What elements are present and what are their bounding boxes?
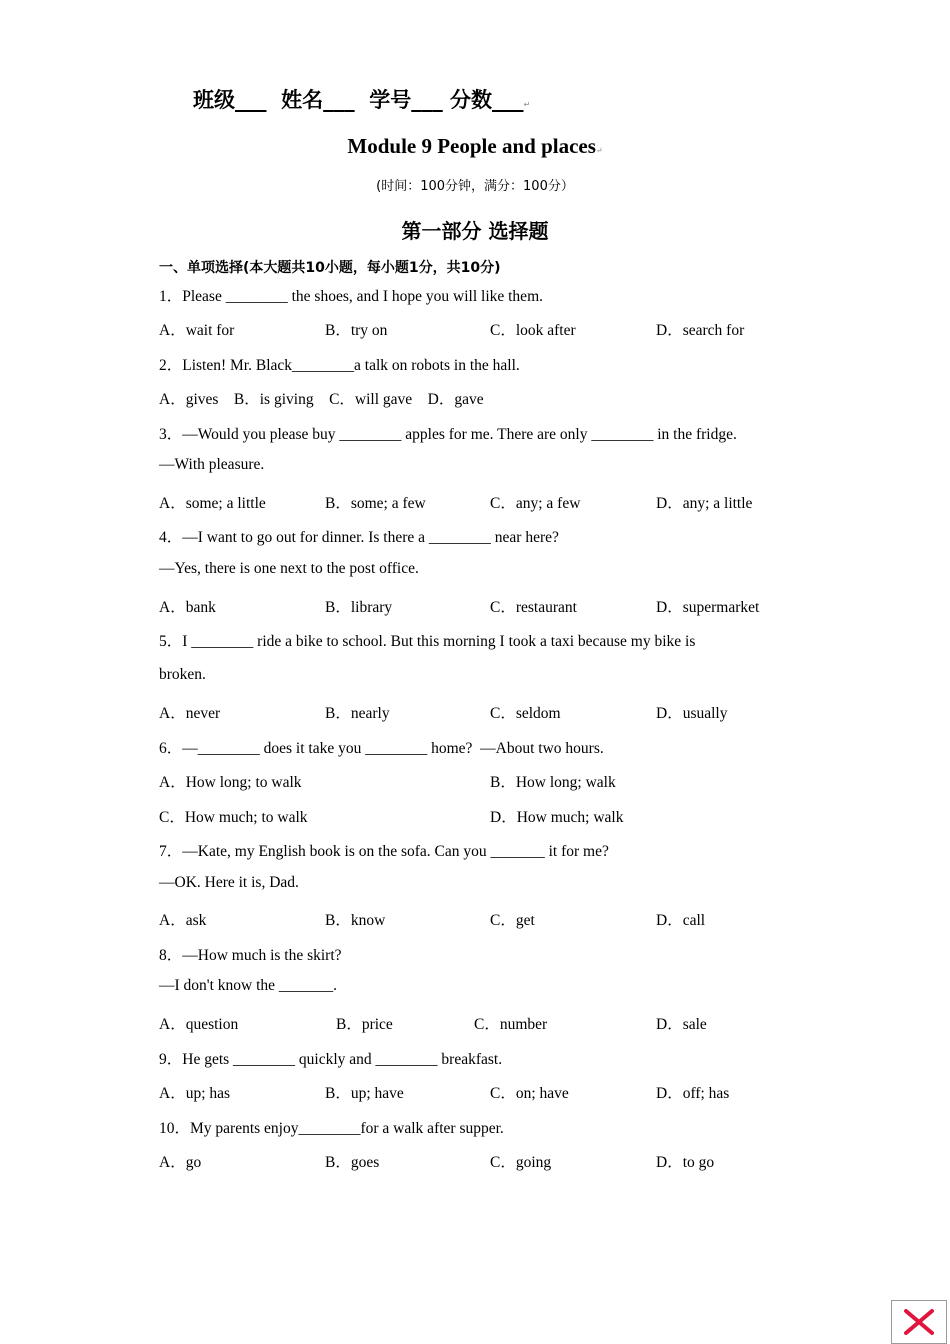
option-5a[interactable]: A．never: [159, 705, 221, 722]
option-6d[interactable]: D．How much; walk: [490, 809, 624, 826]
option-4a[interactable]: A．bank: [159, 599, 216, 616]
option-1a[interactable]: A．wait for: [159, 322, 235, 339]
question-2: 2．Listen! Mr. Black________a talk on robots in the hall.: [159, 357, 520, 374]
option-9d[interactable]: D．off; has: [656, 1085, 730, 1102]
option-6c[interactable]: C．How much; to walk: [159, 809, 308, 826]
close-icon: [902, 1307, 936, 1337]
option-7c[interactable]: C．get: [490, 912, 535, 929]
option-5c[interactable]: C．seldom: [490, 705, 561, 722]
question-10: 10．My parents enjoy________for a walk after supper.: [159, 1120, 504, 1137]
option-1b[interactable]: B．try on: [325, 322, 388, 339]
options-2[interactable]: A．gives B．is giving C．will gave D．gave: [159, 391, 484, 408]
question-3: 3．—Would you please buy ________ apples for me. There are only ________ in the fridge.: [159, 426, 737, 443]
option-4d[interactable]: D．supermarket: [656, 599, 760, 616]
option-8d[interactable]: D．sale: [656, 1016, 707, 1033]
question-7-reply: —OK. Here it is, Dad.: [159, 874, 299, 891]
option-3a[interactable]: A．some; a little: [159, 495, 266, 512]
option-7b[interactable]: B．know: [325, 912, 386, 929]
option-6a[interactable]: A．How long; to walk: [159, 774, 302, 791]
option-6b[interactable]: B．How long; walk: [490, 774, 616, 791]
question-5: 5．I ________ ride a bike to school. But this morning I took a taxi because my bike is: [159, 633, 696, 650]
question-8: 8．—How much is the skirt?: [159, 947, 346, 964]
paragraph-mark: ↵: [523, 100, 531, 109]
exam-info: (时间：100分钟，满分：100分）: [376, 179, 574, 194]
question-9: 9．He gets ________ quickly and ________ breakfast.: [159, 1051, 503, 1068]
part-title: 第一部分 选择题: [401, 219, 549, 243]
option-3d[interactable]: D．any; a little: [656, 495, 753, 512]
option-5b[interactable]: B．nearly: [325, 705, 390, 722]
option-10b[interactable]: B．goes: [325, 1154, 380, 1171]
question-5-cont: broken.: [159, 666, 206, 683]
option-10d[interactable]: D．to go: [656, 1154, 715, 1171]
option-4b[interactable]: B．library: [325, 599, 393, 616]
option-3c[interactable]: C．any; a few: [490, 495, 581, 512]
option-8b[interactable]: B．price: [336, 1016, 393, 1033]
option-8a[interactable]: A．question: [159, 1016, 239, 1033]
title-text: Module 9 People and places: [347, 134, 596, 158]
question-7: 7．—Kate, my English book is on the sofa. Can you _______ it for me?: [159, 843, 613, 860]
option-10c[interactable]: C．going: [490, 1154, 552, 1171]
student-info-header: [193, 84, 530, 114]
option-7d[interactable]: D．call: [656, 912, 706, 929]
question-3-reply: —With pleasure.: [159, 456, 265, 473]
question-8-reply: —I don't know the _______.: [159, 977, 338, 994]
option-1d[interactable]: D．search for: [656, 322, 745, 339]
option-3b[interactable]: B．some; a few: [325, 495, 426, 512]
page-title: Module 9 People and places↵: [347, 134, 603, 158]
option-9c[interactable]: C．on; have: [490, 1085, 569, 1102]
option-10a[interactable]: A．go: [159, 1154, 202, 1171]
close-button[interactable]: [891, 1300, 947, 1344]
section-title: 一、单项选择(本大题共10小题，每小题1分，共10分): [159, 260, 501, 276]
question-4-reply: —Yes, there is one next to the post office.: [159, 560, 419, 577]
question-6: 6．—________ does it take you ________ home? —About two hours.: [159, 740, 604, 757]
student-info-fields: 班级___ 姓名___ 学号___ 分数___: [193, 88, 524, 112]
option-8c[interactable]: C．number: [474, 1016, 548, 1033]
option-4c[interactable]: C．restaurant: [490, 599, 577, 616]
option-9a[interactable]: A．up; has: [159, 1085, 231, 1102]
question-1: 1．Please ________ the shoes, and I hope you will like them.: [159, 288, 543, 305]
option-1c[interactable]: C．look after: [490, 322, 576, 339]
option-7a[interactable]: A．ask: [159, 912, 207, 929]
question-4: 4．—I want to go out for dinner. Is there a ________ near here?: [159, 529, 559, 546]
option-9b[interactable]: B．up; have: [325, 1085, 404, 1102]
option-5d[interactable]: D．usually: [656, 705, 728, 722]
